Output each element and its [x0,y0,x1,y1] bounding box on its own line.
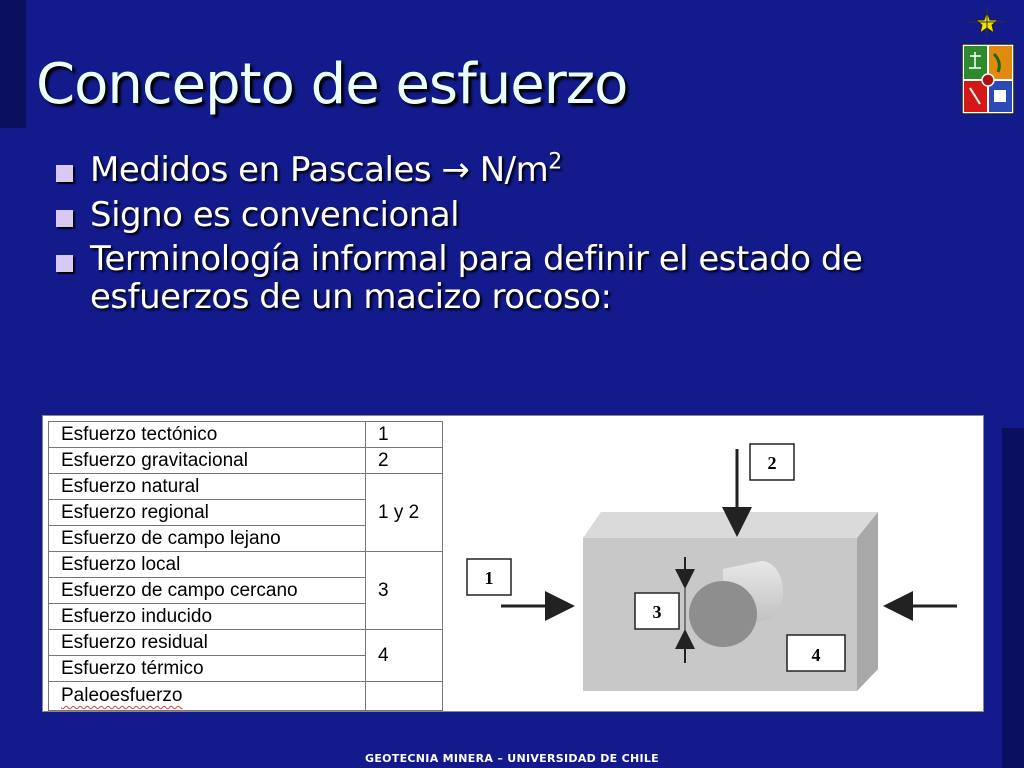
label-1-text: 1 [484,568,494,588]
stress-name-cell [49,682,366,711]
cavity-opening [689,581,757,647]
bullet-item-terminology [52,240,982,316]
left-accent-bar [0,0,26,128]
block-side-face [857,512,878,691]
stress-terminology-table [48,421,443,711]
bullet-text-line2: esfuerzos de un macizo rocoso: [90,277,612,317]
stress-type-cell: 1 [366,422,443,448]
table-row [49,630,443,656]
bullet-list [52,150,982,321]
right-accent-bar [1002,428,1024,768]
slide-title: Concepto de esfuerzo [36,52,628,117]
unit-text: N/m [479,150,549,190]
stress-name-cell: Esfuerzo tectónico [49,422,366,448]
label-box-2 [750,444,794,480]
bullet-text: Signo es convencional [90,195,460,235]
stress-name-cell: Esfuerzo térmico [49,656,366,682]
stress-name-cell: Esfuerzo gravitacional [49,448,366,474]
slide-footer: GEOTECNIA MINERA – UNIVERSIDAD DE CHILE [365,752,659,765]
table-row [49,474,443,500]
stress-type-cell [366,682,443,711]
stress-name-cell: Esfuerzo regional [49,500,366,526]
stress-name-cell: Esfuerzo de campo cercano [49,578,366,604]
table-row [49,448,443,474]
label-box-3 [635,593,679,629]
block-top-face [583,512,878,538]
square-bullet-icon [56,165,73,182]
stress-type-cell: 4 [366,630,443,682]
stress-type-cell: 1 y 2 [366,474,443,552]
paleo-stress-text: Paleoesfuerzo [61,685,183,706]
university-logo-icon [958,6,1018,116]
rock-block-diagram [443,421,978,707]
stress-name-cell: Esfuerzo de campo lejano [49,526,366,552]
stress-name-cell: Esfuerzo inducido [49,604,366,630]
bullet-text: Medidos en Pascales [90,150,442,190]
right-arrow-icon: → [441,150,470,190]
table-row [49,422,443,448]
bullet-item-units [52,150,982,190]
stress-name-cell: Esfuerzo natural [49,474,366,500]
stress-terminology-figure [42,415,984,712]
stress-type-cell: 2 [366,448,443,474]
label-box-4 [787,635,845,671]
label-2-text: 2 [767,453,777,473]
unit-exponent: 2 [548,149,562,175]
label-4-text: 4 [811,645,821,665]
bullet-item-sign [52,195,982,235]
stress-name-cell: Esfuerzo local [49,552,366,578]
bullet-text-line1: Terminología informal para definir el estado de [90,239,863,279]
label-box-1 [467,559,511,595]
stress-name-cell: Esfuerzo residual [49,630,366,656]
square-bullet-icon [56,255,73,272]
table-row [49,682,443,711]
label-3-text: 3 [652,602,662,622]
table-row [49,552,443,578]
square-bullet-icon [56,210,73,227]
stress-type-cell: 3 [366,552,443,630]
